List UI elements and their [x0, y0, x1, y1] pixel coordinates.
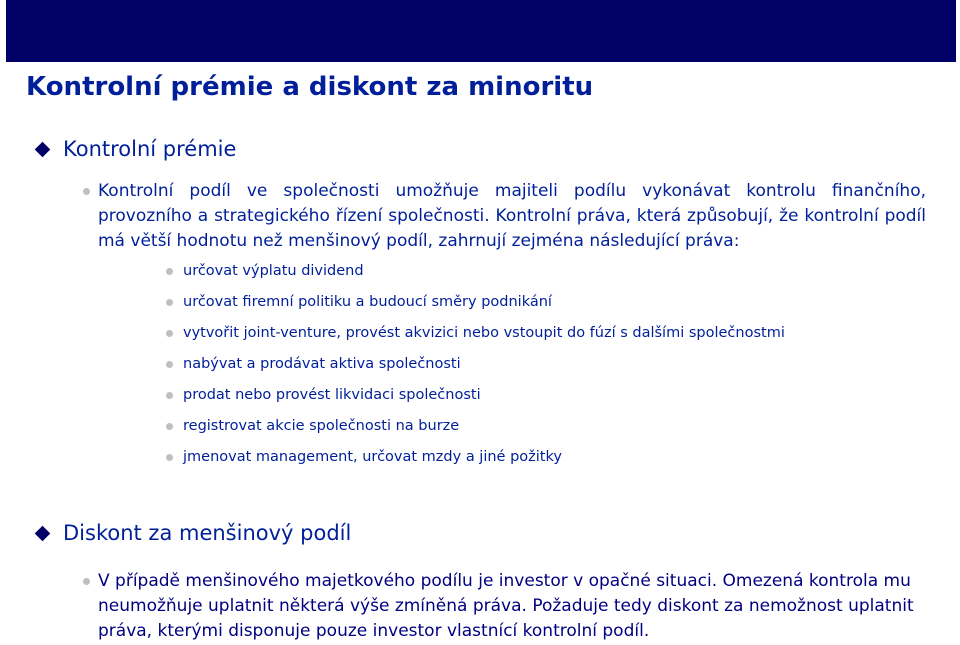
section-heading-minority-discount [34, 521, 351, 545]
round-bullet-icon [166, 330, 173, 337]
list-item [166, 351, 785, 382]
diamond-bullet-icon [35, 525, 51, 541]
list-item-text: registrovat akcie společnosti na burze [183, 418, 460, 434]
list-item-text: nabývat a prodávat aktiva společnosti [183, 356, 461, 372]
list-item [166, 320, 785, 351]
round-bullet-icon [166, 423, 173, 430]
slide-title: Kontrolní prémie a diskont za minoritu [26, 72, 594, 102]
round-bullet-icon [166, 454, 173, 461]
minority-discount-paragraph: V případě menšinového majetkového podílu je investor v opačné situaci. Omezená kontrola mu neumožňuje uplatnit některá výše zmíněná práva. Požaduje tedy diskont za nemožnost uplatnit práva, kterými disponuje pouze investor vlastnící kontrolní podíl. [98, 571, 914, 641]
header-bar [6, 0, 956, 62]
section-heading-control-premium [34, 137, 236, 161]
round-bullet-icon [166, 392, 173, 399]
control-rights-list [166, 258, 785, 475]
section-heading-text: Kontrolní prémie [63, 137, 237, 161]
list-item-text: jmenovat management, určovat mzdy a jiné požitky [183, 449, 562, 465]
round-bullet-icon [83, 188, 90, 195]
list-item [166, 382, 785, 413]
list-item [166, 413, 785, 444]
round-bullet-icon [166, 361, 173, 368]
list-item-text: určovat výplatu dividend [183, 263, 364, 279]
list-item-text: určovat firemní politiku a budoucí směry podnikání [183, 294, 552, 310]
round-bullet-icon [166, 299, 173, 306]
control-premium-paragraph: Kontrolní podíl ve společnosti umožňuje majiteli podílu vykonávat kontrolu finančního, provozního a strategického řízení společnosti. Kontrolní práva, která způsobují, že kontrolní podíl má větší hodnotu než menšinový podíl, zahrnují zejména následující práva: [98, 181, 926, 251]
list-item [166, 444, 785, 475]
list-item-text: vytvořit joint-venture, provést akvizici nebo vstoupit do fúzí s dalšími společnostmi [183, 325, 785, 341]
list-item [166, 289, 785, 320]
list-item [166, 258, 785, 289]
section-heading-text: Diskont za menšinový podíl [63, 521, 352, 545]
list-item-text: prodat nebo provést likvidaci společnosti [183, 387, 481, 403]
diamond-bullet-icon [35, 141, 51, 157]
round-bullet-icon [166, 268, 173, 275]
round-bullet-icon [83, 578, 90, 585]
